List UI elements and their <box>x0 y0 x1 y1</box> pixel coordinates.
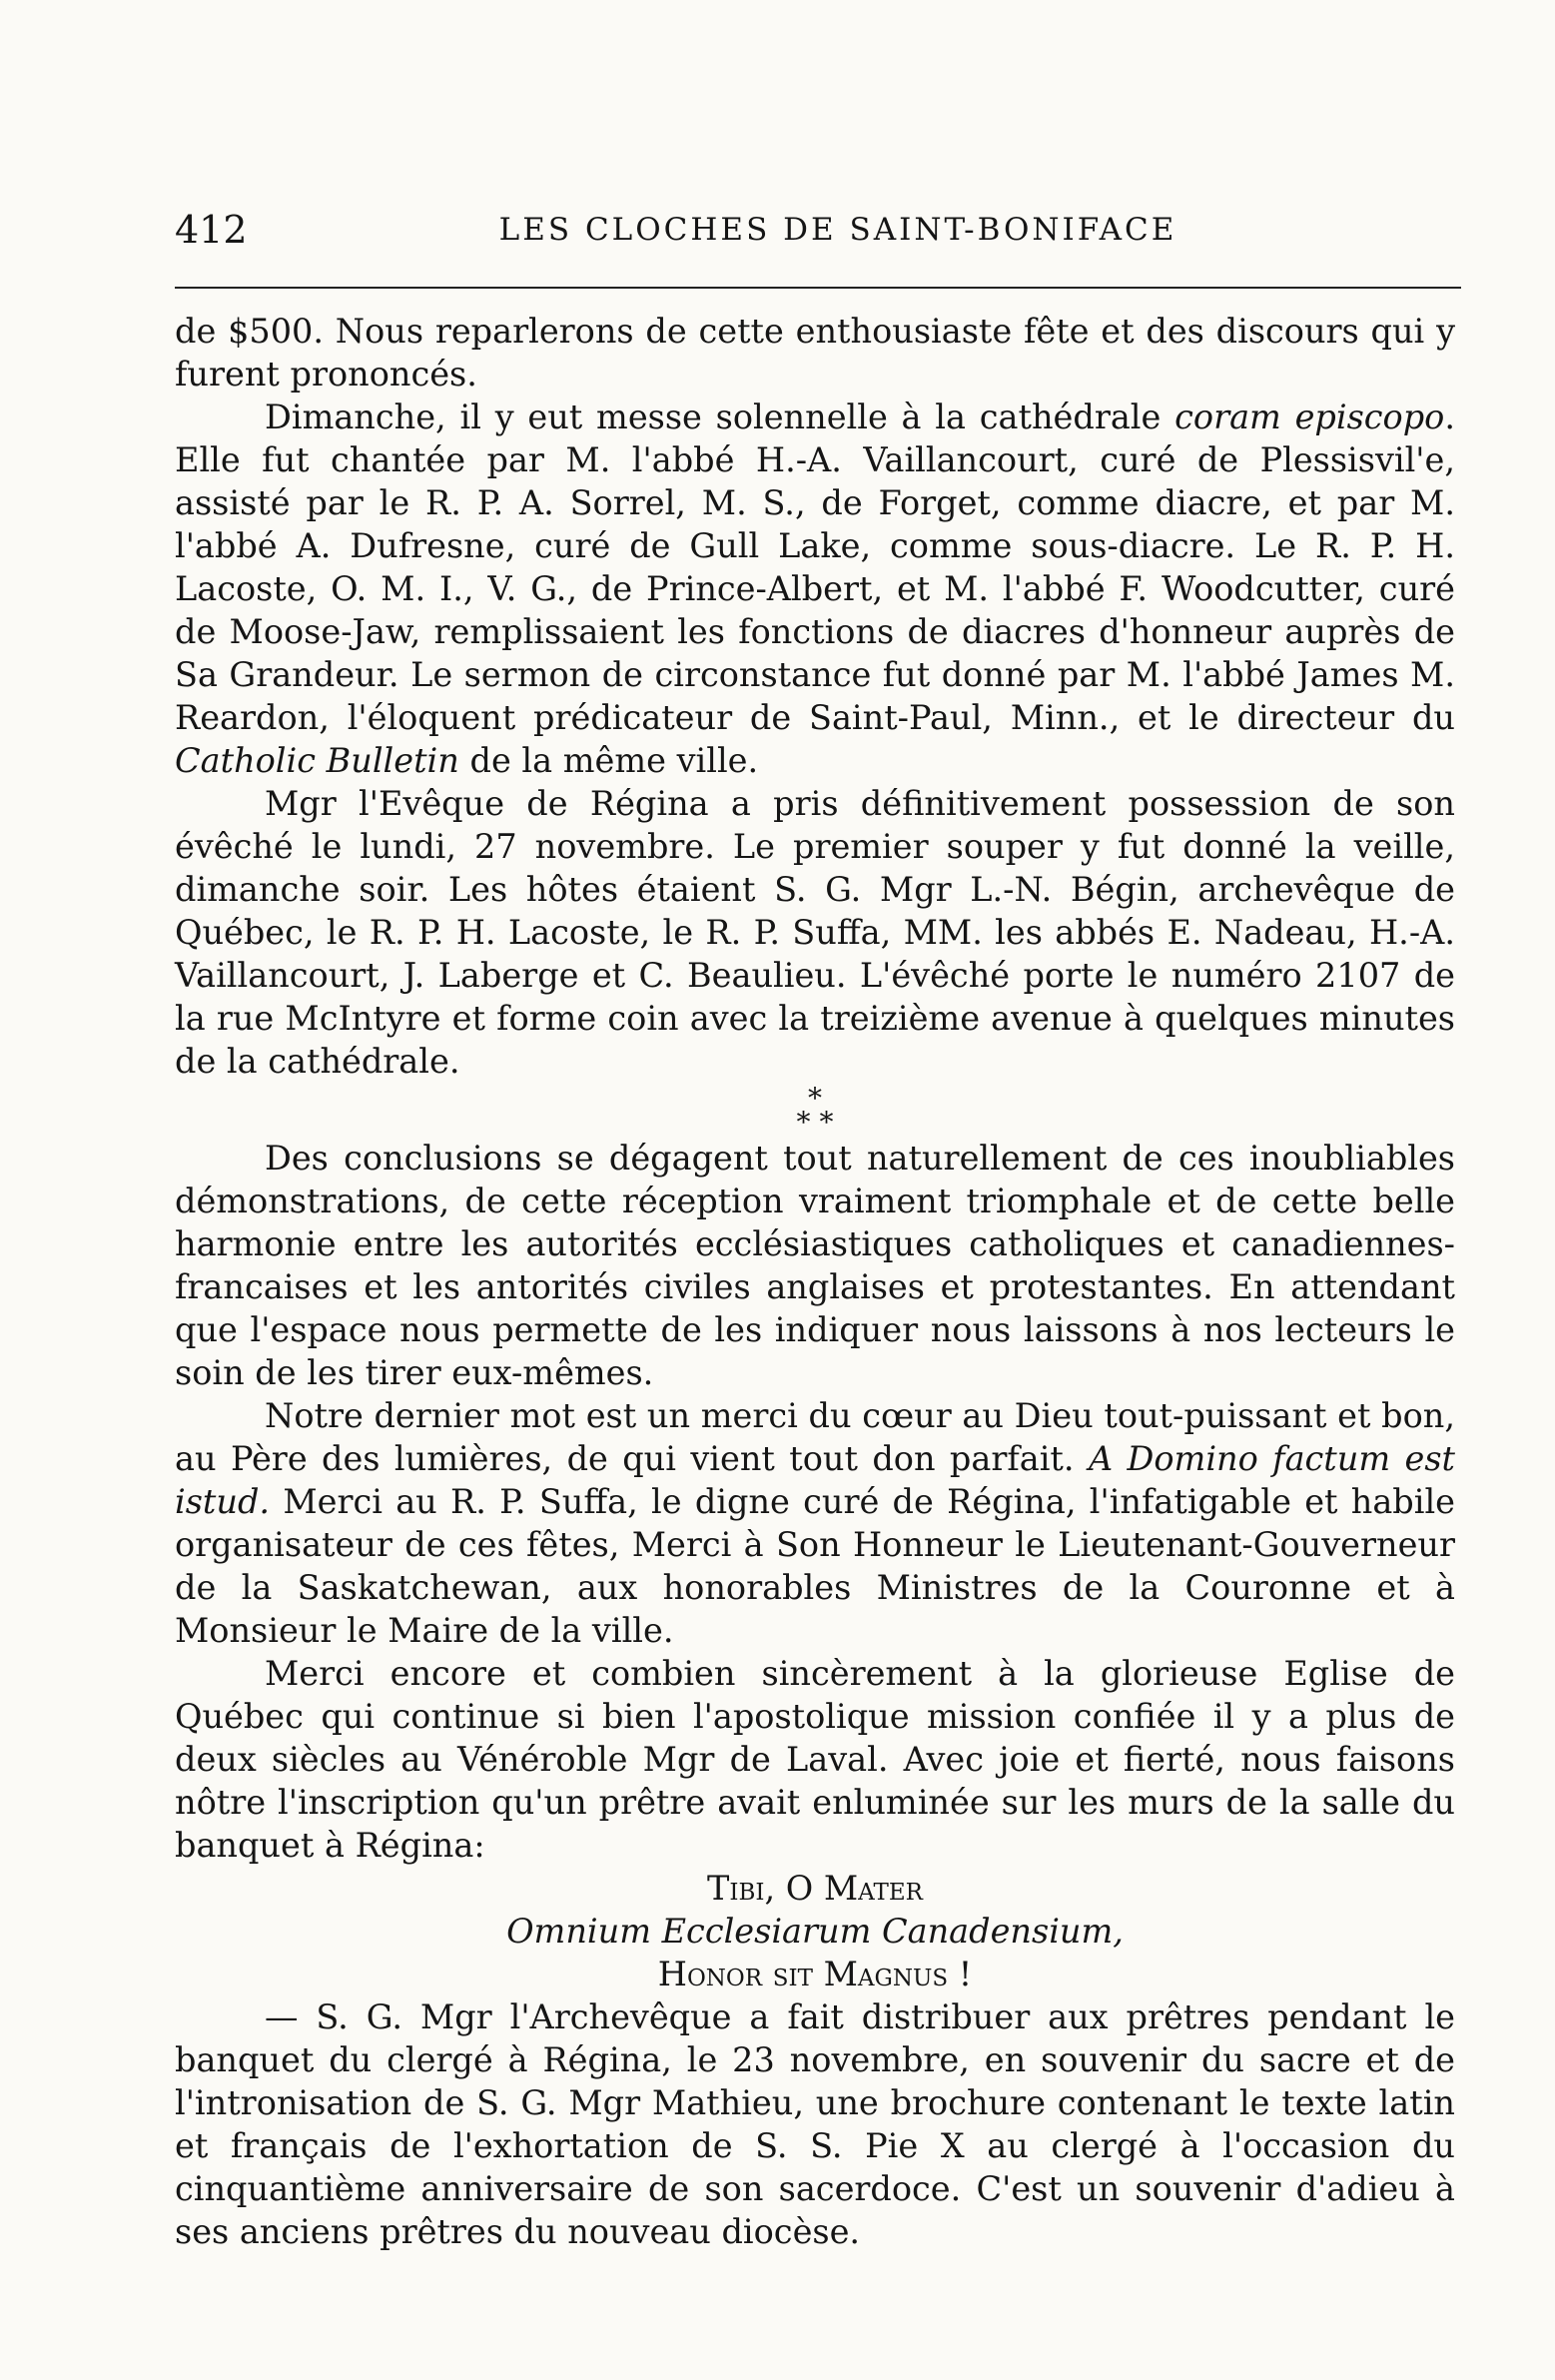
paragraph <box>175 1394 1455 1652</box>
text-run: de la même ville. <box>458 741 759 780</box>
italic-text: coram episcopo <box>1174 397 1445 436</box>
paragraph <box>175 396 1455 782</box>
separator-stars-bottom: * * <box>796 1106 834 1139</box>
paragraph: — S. G. Mgr l'Archevêque a fait distribuer aux prêtres pendant le banquet du clergé à Régina, le 23 novembre, en souvenir du sacre et de l'intronisation de S. G. Mgr Mathieu, une brochure contenant le texte latin et français de l'exhortation de S. S. Pie X au clergé à l'occasion du cinquantième anniversaire de son sacerdoce. C'est un souvenir d'adieu à ses anciens prêtres du nouveau diocèse. <box>175 1997 1455 2251</box>
running-title: LES CLOCHES DE SAINT-BONIFACE <box>498 212 1177 248</box>
separator-star-top: * <box>808 1082 822 1115</box>
inscription-line: Omnium Ecclesiarum Canadensium, <box>506 1912 1124 1951</box>
inscription <box>175 1867 1455 1995</box>
inscription-line: Tibi, O Mater <box>707 1869 923 1908</box>
section-separator <box>175 1082 1455 1139</box>
text-run: . Elle fut chantée par M. l'abbé H.-A. Vaillancourt, curé de Plessisvil'e, assisté par le R. P. A. Sorrel, M. S., de Forget, comme diacre, et par M. l'abbé A. Dufresne, curé de Gull Lake, comme sous-diacre. Le R. P. H. Lacoste, O. M. I., V. G., de Prince-Albert, et M. l'abbé F. Woodcutter, curé de Moose-Jaw, remplissaient les fonctions de diacres d'honneur auprès de Sa Grandeur. Le sermon de circonstance fut donné par M. l'abbé James M. Reardon, l'éloquent prédicateur de Saint-Paul, Minn., et le directeur du <box>175 397 1455 737</box>
page-number: 412 <box>175 208 248 252</box>
italic-text: A Domino factum est istud. <box>175 1439 1455 1521</box>
inscription-line: Honor sit Magnus ! <box>657 1955 973 1993</box>
header-rule <box>175 287 1461 289</box>
page-body <box>175 310 1455 2253</box>
paragraph: de $500. Nous reparlerons de cette enthousiaste fête et des discours qui y furent prononcés. <box>175 312 1455 394</box>
page-header <box>175 208 1461 268</box>
text-run: Notre dernier mot est un merci du cœur au Dieu tout-puissant et bon, au Père des lumières, de qui vient tout don parfait. <box>175 1396 1455 1478</box>
text-run: Dimanche, il y eut messe solennelle à la cathédrale <box>265 397 1175 436</box>
paragraph: Mgr l'Evêque de Régina a pris définitivement possession de son évêché le lundi, 27 novembre. Le premier souper y fut donné la veille, dimanche soir. Les hôtes étaient S. G. Mgr L.-N. Bégin, archevêque de Québec, le R. P. H. Lacoste, le R. P. Suffa, MM. les abbés E. Nadeau, H.-A. Vaillancourt, J. Laberge et C. Beaulieu. L'évêché porte le numéro 2107 de la rue McIntyre et forme coin avec la treizième avenue à quelques minutes de la cathédrale. <box>175 784 1455 1081</box>
text-run: Merci au R. P. Suffa, le digne curé de Régina, l'infatigable et habile organisateur de ces fêtes, Merci à Son Honneur le Lieutenant-Gouverneur de la Saskatchewan, aux honorables Ministres de la Couronne et à Monsieur le Maire de la ville. <box>175 1482 1455 1650</box>
paragraph: Des conclusions se dégagent tout naturellement de ces inoubliables démonstrations, de cette réception vraiment triomphale et de cette belle harmonie entre les autorités ecclésiastiques catholiques et canadiennes-francaises et les antorités civiles anglaises et protestantes. En attendant que l'espace nous permette de les indiquer nous laissons à nos lecteurs le soin de les tirer eux-mêmes. <box>175 1139 1455 1392</box>
paragraph: Merci encore et combien sincèrement à la glorieuse Eglise de Québec qui continue si bien l'apostolique mission confiée il y a plus de deux siècles au Vénéroble Mgr de Laval. Avec joie et fierté, nous faisons nôtre l'inscription qu'un prêtre avait enluminée sur les murs de la salle du banquet à Régina: <box>175 1654 1455 1865</box>
italic-text: Catholic Bulletin <box>175 741 459 780</box>
